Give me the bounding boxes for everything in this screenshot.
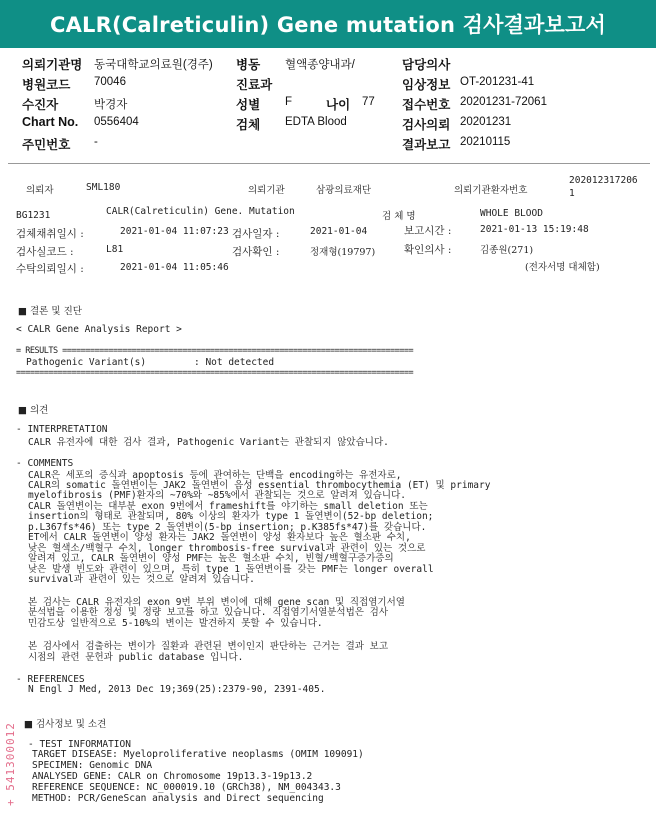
collect-label: 검체채취일시 :	[16, 228, 84, 240]
comment-line-11: survival과 관련이 있는 것으로 알려져 있습니다.	[28, 574, 255, 585]
test-code: BG1231	[16, 210, 51, 221]
chart-value: 0556404	[94, 116, 139, 128]
req-inst-label: 의뢰기관	[248, 185, 285, 196]
test-info-line-3: ANALYSED GENE: CALR on Chromosome 19p13.3-19p13.2	[32, 771, 313, 782]
comment-line-12: 본 검사는 CALR 유전자의 exon 9번 부위 변이에 대해 gene scan 및 직접염기서열	[28, 597, 405, 608]
sex-value: F	[285, 96, 293, 108]
ward-value: 혈액종양내과/	[285, 59, 355, 71]
lab-code-value: L81	[106, 244, 124, 255]
clinical-info-value: OT-201231-41	[460, 76, 535, 88]
test-date-value: 2021-01-04	[310, 226, 368, 237]
age-label: 나이	[326, 98, 351, 112]
comment-line-1: CALR은 세포의 증식과 apoptosis 등에 관여하는 단백을 encoding하는 유전자로,	[28, 470, 402, 481]
hospital-code-label: 병원코드	[22, 78, 71, 92]
analysis-title: < CALR Gene Analysis Report >	[16, 324, 182, 335]
comment-line-6: p.L367fs*46) 또는 type 2 돌연변이(5-bp insertion; p.K385fs*47)를 갖습니다.	[28, 522, 427, 533]
req-inst-value: 삼광의료재단	[316, 185, 372, 196]
confirm-label: 검사확인 :	[232, 246, 280, 258]
hospital-code-value: 70046	[94, 76, 126, 88]
request-date-value: 20201231	[460, 116, 512, 128]
test-info-line-1: TARGET DISEASE: Myeloproliferative neoplasms (OMIM 109091)	[32, 749, 364, 760]
institution-value: 동국대학교의료원(경주)	[94, 59, 213, 71]
interp-line-1: CALR 유전자에 대한 검사 결과, Pathogenic Variant는 관찰되지 않았습니다.	[28, 437, 389, 448]
test-info-line-5: METHOD: PCR/GeneScan analysis and Direct sequencing	[32, 793, 324, 804]
references-head: - REFERENCES	[16, 674, 85, 685]
lab-code-label: 검사실코드 :	[16, 246, 74, 258]
interp-head: - INTERPRETATION	[16, 424, 108, 435]
request-date-label: 검사의뢰	[402, 118, 451, 132]
comment-line-10: 낮은 발생 빈도와 관련이 있으며, 특히 type 1 돌연변이를 갖는 PMF는 longer overall	[28, 564, 434, 575]
requester-value: SML180	[86, 182, 121, 193]
test-date-label: 검사일자 :	[232, 228, 280, 240]
comment-line-9: 알려져 있고, CALR 돌연변이 양성 PMF는 높은 혈소판 수치, 빈혈/백혈구증가증의	[28, 553, 394, 564]
specimen-label: 검체	[236, 118, 261, 132]
req-patient-no-2: 1	[569, 188, 575, 199]
test-info-line-4: REFERENCE SEQUENCE: NC_000019.10 (GRCh38), NM_004343.3	[32, 782, 341, 793]
comment-line-16: 시점의 관련 문헌과 public database 입니다.	[28, 652, 244, 663]
specimen-name-value: WHOLE BLOOD	[480, 208, 543, 219]
comment-line-4: CALR 돌연변이는 대부분 exon 9번에서 frameshift를 야기하는 small deletion 또는	[28, 501, 428, 512]
patient-label: 수진자	[22, 98, 59, 112]
report-time-label: 보고시간 :	[404, 225, 452, 237]
ward-label: 병동	[236, 58, 261, 72]
patient-value: 박경자	[94, 99, 128, 111]
results-end-line: ======================================================================================	[16, 368, 414, 378]
side-document-id	[4, 722, 17, 806]
comment-line-13: 분석법을 이용한 정성 및 정량 보고를 하고 있습니다. 직접염기서열분석법은 검사	[28, 607, 389, 618]
pathogenic-label: Pathogenic Variant(s)	[26, 357, 147, 368]
report-time-value: 2021-01-13 15:19:48	[480, 224, 589, 235]
comment-line-2: CALR의 somatic 돌연변이는 JAK2 돌연변이 음성 essential thrombocythemia (ET) 및 primary	[28, 480, 491, 491]
specimen-name-label: 검 체 명	[382, 211, 416, 222]
collect-value: 2021-01-04 11:07:23	[120, 226, 229, 237]
confirm-value: 정재형(19797)	[310, 247, 376, 258]
institution-label: 의뢰기관명	[22, 58, 83, 72]
report-date-label: 결과보고	[402, 138, 451, 152]
side-id-number: 541300012	[4, 722, 17, 791]
verify-label: 확인의사 :	[404, 244, 452, 256]
section-opinion: ■ 의견	[18, 405, 49, 416]
verify-value: 김종원(271)	[480, 245, 534, 256]
patient-header	[0, 48, 656, 158]
comment-line-3: myelofibrosis (PMF)환자의 ~70%와 ~85%에서 관찰되는 것으로 알려져 있습니다.	[28, 490, 407, 501]
consign-value: 2021-01-04 11:05:46	[120, 262, 229, 273]
report-title: CALR(Calreticulin) Gene mutation 검사결과보고서	[0, 0, 656, 48]
comment-line-7: ET에서 CALR 돌연변이 양성 환자는 JAK2 돌연변이 양성 환자보다 높은 혈소판 수치,	[28, 532, 411, 543]
receipt-label: 접수번호	[402, 98, 451, 112]
test-info-head: - TEST INFORMATION	[28, 739, 131, 750]
comment-line-14: 민감도상 일반적으로 5-10%의 변이는 발견하지 못할 수 있습니다.	[28, 618, 323, 629]
section-result: ■ 결론 및 진단	[18, 306, 82, 317]
clinical-info-label: 임상정보	[402, 78, 451, 92]
reference-line-1: N Engl J Med, 2013 Dec 19;369(25):2379-90, 2391-405.	[28, 684, 326, 695]
report-date-value: 20210115	[460, 136, 511, 148]
test-info-line-2: SPECIMEN: Genomic DNA	[32, 760, 153, 771]
age-value: 77	[362, 96, 375, 108]
sex-label: 성별	[236, 98, 261, 112]
test-name: CALR(Calreticulin) Gene. Mutation	[106, 206, 295, 217]
doctor-label: 담당의사	[402, 58, 451, 72]
esign-note: (전자서명 대체함)	[525, 262, 600, 273]
comment-line-8: 낮은 혈색소/백혈구 수치, longer thrombosis-free survival과 관련이 있는 것으로	[28, 543, 426, 554]
side-id-mark: +	[4, 798, 17, 806]
req-patient-no-1: 202012317206	[569, 175, 638, 186]
consign-label: 수탁의뢰일시 :	[16, 263, 84, 275]
report-body	[0, 160, 656, 822]
requester-label: 의뢰자	[26, 185, 54, 196]
comment-line-15: 본 검사에서 검출하는 변이가 질환과 관련된 변이인지 판단하는 근거는 결과 보고	[28, 641, 389, 652]
receipt-value: 20201231-72061	[460, 96, 547, 108]
rrn-value: -	[94, 136, 98, 148]
dept-label: 진료과	[236, 78, 273, 92]
rrn-label: 주민번호	[22, 138, 71, 152]
comment-line-5: insertion의 형태로 관찰되며, 80% 이상의 환자가 type 1 돌연변이(52-bp deletion;	[28, 511, 434, 522]
comments-head: - COMMENTS	[16, 458, 74, 469]
section-test-info: ■ 검사정보 및 소견	[24, 719, 107, 730]
specimen-value: EDTA Blood	[285, 116, 347, 128]
pathogenic-value: : Not detected	[194, 357, 275, 368]
results-line: = RESULTS ============================================================================	[16, 346, 414, 356]
req-patient-no-label: 의뢰기관환자번호	[454, 185, 528, 196]
chart-label: Chart No.	[22, 115, 79, 129]
